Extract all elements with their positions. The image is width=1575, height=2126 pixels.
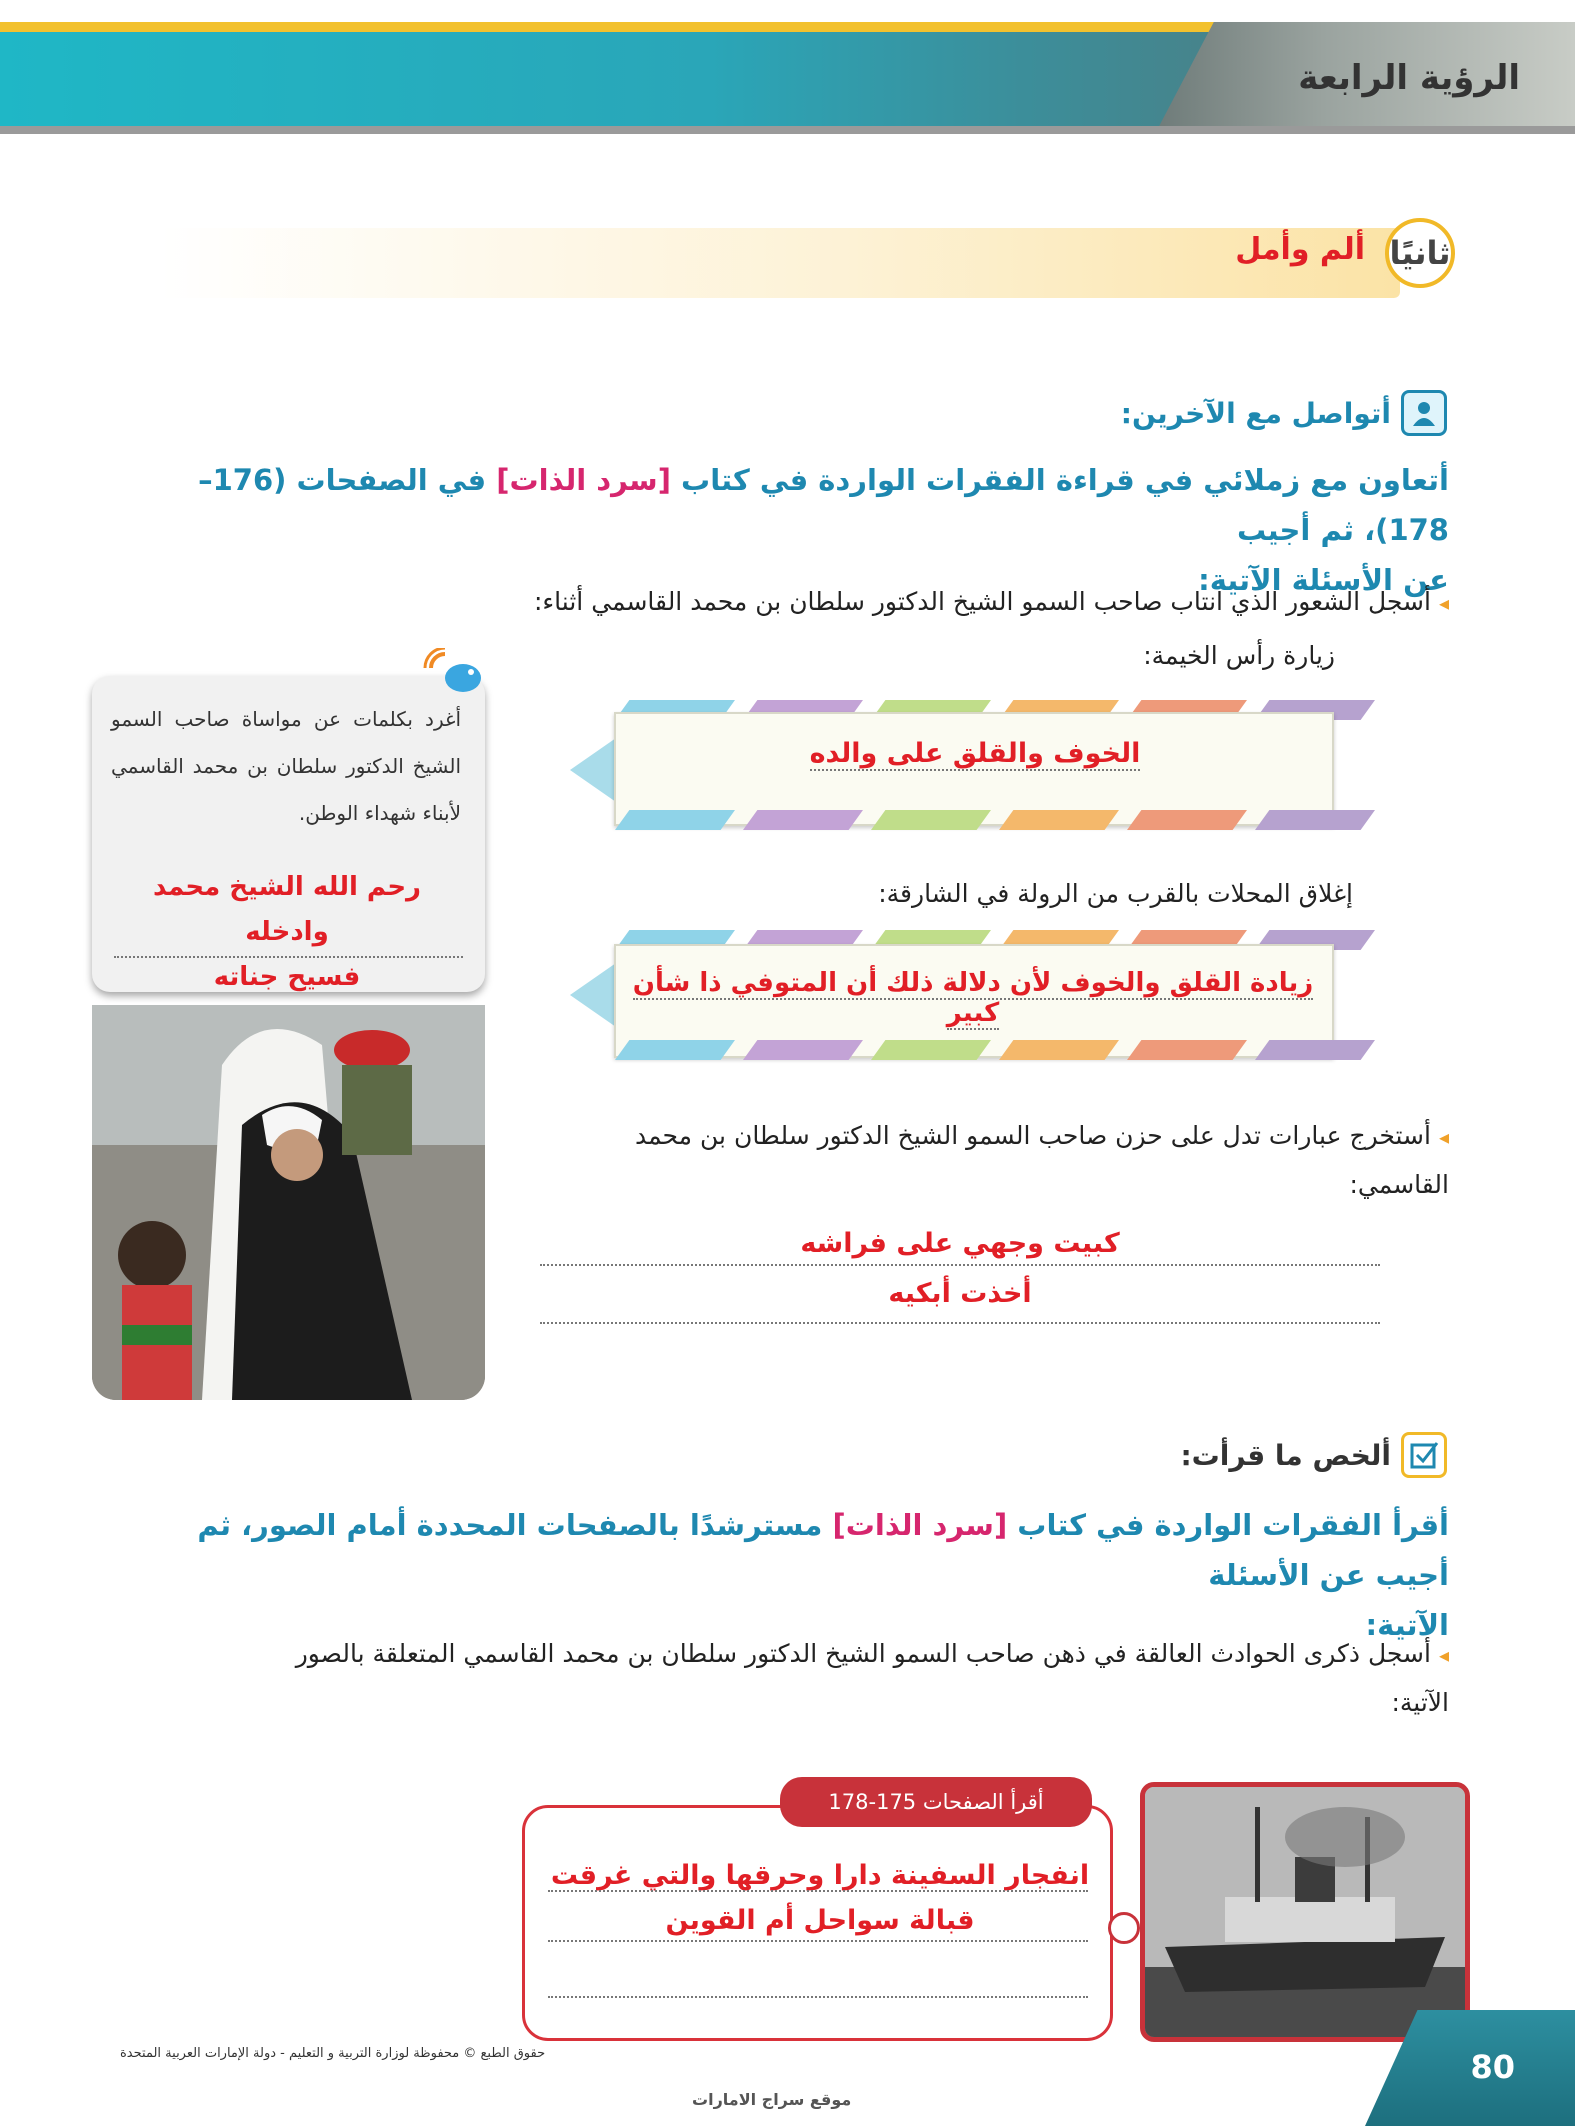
q2-answer-1: كبيت وجهي على فراشه bbox=[800, 1228, 1120, 1259]
answer-line-2 bbox=[628, 968, 1318, 1028]
checklist-icon bbox=[1401, 1432, 1447, 1478]
page-title: الرؤية الرابعة bbox=[1298, 58, 1520, 98]
arrow-chevrons-bottom-1 bbox=[615, 810, 1375, 830]
q1-item1-answer: الخوف والقلق على والده bbox=[809, 738, 1141, 769]
read-answer bbox=[550, 1855, 1090, 1945]
summarize-instruction bbox=[129, 1500, 1449, 1650]
photo-sheikh-with-child bbox=[92, 1005, 485, 1400]
q1-item2-answer: زيادة القلق والخوف لأن دلالة ذلك أن المتوفي ذا شأن كبير bbox=[632, 968, 1314, 1028]
question-2 bbox=[489, 1112, 1449, 1209]
question-2-line2: القاسمي: bbox=[1349, 1170, 1449, 1199]
book-title: [سرد الذات] bbox=[496, 463, 671, 497]
tweet-prompt: أغرد بكلمات عن مواساة صاحب السمو الشيخ الدكتور سلطان بن محمد القاسمي لأبناء شهداء الوطن. bbox=[111, 707, 461, 825]
tweet-answer-line1: رحم الله الشيخ محمد وادخله bbox=[152, 872, 422, 947]
instruction-part-b: في الصفحات (176–178)، ثم أجيب bbox=[198, 463, 1449, 547]
summarize-instruction-a: أقرأ الفقرات الواردة في كتاب bbox=[1007, 1508, 1449, 1542]
summarize-instruction-b: مسترشدًا بالصفحات المحددة أمام الصور، ثم أجيب عن الأسئلة bbox=[197, 1508, 1449, 1592]
summarize-book-title: [سرد الذات] bbox=[832, 1508, 1008, 1542]
section-heading-bar bbox=[160, 228, 1400, 298]
read-answer-line1: انفجار السفينة دارا وحرقها والتي غرقت bbox=[550, 1860, 1090, 1891]
dotted-line bbox=[114, 956, 463, 958]
q2-answer-line-2 bbox=[540, 1278, 1380, 1324]
question-1-text: أسجل الشعور الذي انتاب صاحب السمو الشيخ الدكتور سلطان بن محمد القاسمي أثناء: bbox=[534, 587, 1431, 616]
communicate-heading-text: أتواصل مع الآخرين: bbox=[1120, 396, 1391, 430]
tweet-card bbox=[92, 676, 485, 992]
read-pages-tab: أقرأ الصفحات 175-178 bbox=[780, 1777, 1092, 1827]
tweet-answer bbox=[112, 866, 462, 1001]
summarize-instruction-c: الآتية: bbox=[1365, 1608, 1449, 1642]
dotted-line bbox=[540, 1264, 1380, 1266]
q2-answer-2: أخذت أبكيه bbox=[888, 1278, 1032, 1309]
header-bottom-strip bbox=[0, 126, 1575, 134]
arrow-chevrons-bottom-2 bbox=[615, 1040, 1375, 1060]
section-number: ثانيًا bbox=[1389, 234, 1451, 272]
section-title: ألم وأمل bbox=[1235, 232, 1365, 267]
bullet-icon: ◂ bbox=[1438, 1643, 1449, 1667]
site-name: موقع سراج الامارات bbox=[692, 2090, 852, 2109]
question-2-line1: أستخرج عبارات تدل على حزن صاحب السمو الشيخ الدكتور سلطان بن محمد bbox=[634, 1121, 1431, 1150]
dotted-line bbox=[548, 1890, 1088, 1892]
q1-item2-label: إغلاق المحلات بالقرب من الرولة في الشارقة: bbox=[878, 879, 1353, 908]
arrow-tip-2 bbox=[570, 963, 616, 1027]
tweet-answer-line2: فسيح جناته bbox=[213, 962, 361, 992]
connector-dot bbox=[1108, 1912, 1140, 1944]
photo-ship bbox=[1140, 1782, 1470, 2042]
dotted-line bbox=[548, 1940, 1088, 1942]
instruction-part-c: عن الأسئلة الآتية: bbox=[1198, 563, 1449, 597]
dotted-line bbox=[548, 1996, 1088, 1998]
summarize-question-line2: الآتية: bbox=[1391, 1688, 1449, 1717]
copyright-text: حقوق الطبع © محفوظة لوزارة التربية و التعليم - دولة الإمارات العربية المتحدة bbox=[120, 2046, 546, 2061]
bullet-icon: ◂ bbox=[1438, 1125, 1449, 1149]
read-answer-line2: قبالة سواحل أم القوين bbox=[665, 1905, 975, 1936]
summarize-heading-text: ألخص ما قرأت: bbox=[1180, 1438, 1391, 1472]
bird-icon bbox=[423, 648, 489, 702]
summarize-question-line1: أسجل ذكرى الحوادث العالقة في ذهن صاحب السمو الشيخ الدكتور سلطان بن محمد القاسمي المتعلقة بالصور bbox=[295, 1639, 1431, 1668]
instruction-part-a: أتعاون مع زملائي في قراءة الفقرات الواردة في كتاب bbox=[670, 463, 1449, 497]
bullet-icon: ◂ bbox=[1438, 591, 1449, 615]
arrow-tip-1 bbox=[570, 738, 616, 802]
page-number: 80 bbox=[1470, 2048, 1515, 2086]
answer-line-1 bbox=[640, 738, 1310, 778]
summarize-heading bbox=[1180, 1432, 1447, 1478]
communicate-heading bbox=[1121, 390, 1447, 436]
question-1 bbox=[534, 578, 1449, 627]
section-number-badge bbox=[1385, 218, 1455, 288]
summarize-question bbox=[129, 1630, 1449, 1727]
q1-item1-label: زيارة رأس الخيمة: bbox=[1143, 641, 1335, 670]
dotted-line bbox=[540, 1322, 1380, 1324]
q2-answer-line-1 bbox=[540, 1230, 1380, 1266]
communicate-person-icon bbox=[1401, 390, 1447, 436]
